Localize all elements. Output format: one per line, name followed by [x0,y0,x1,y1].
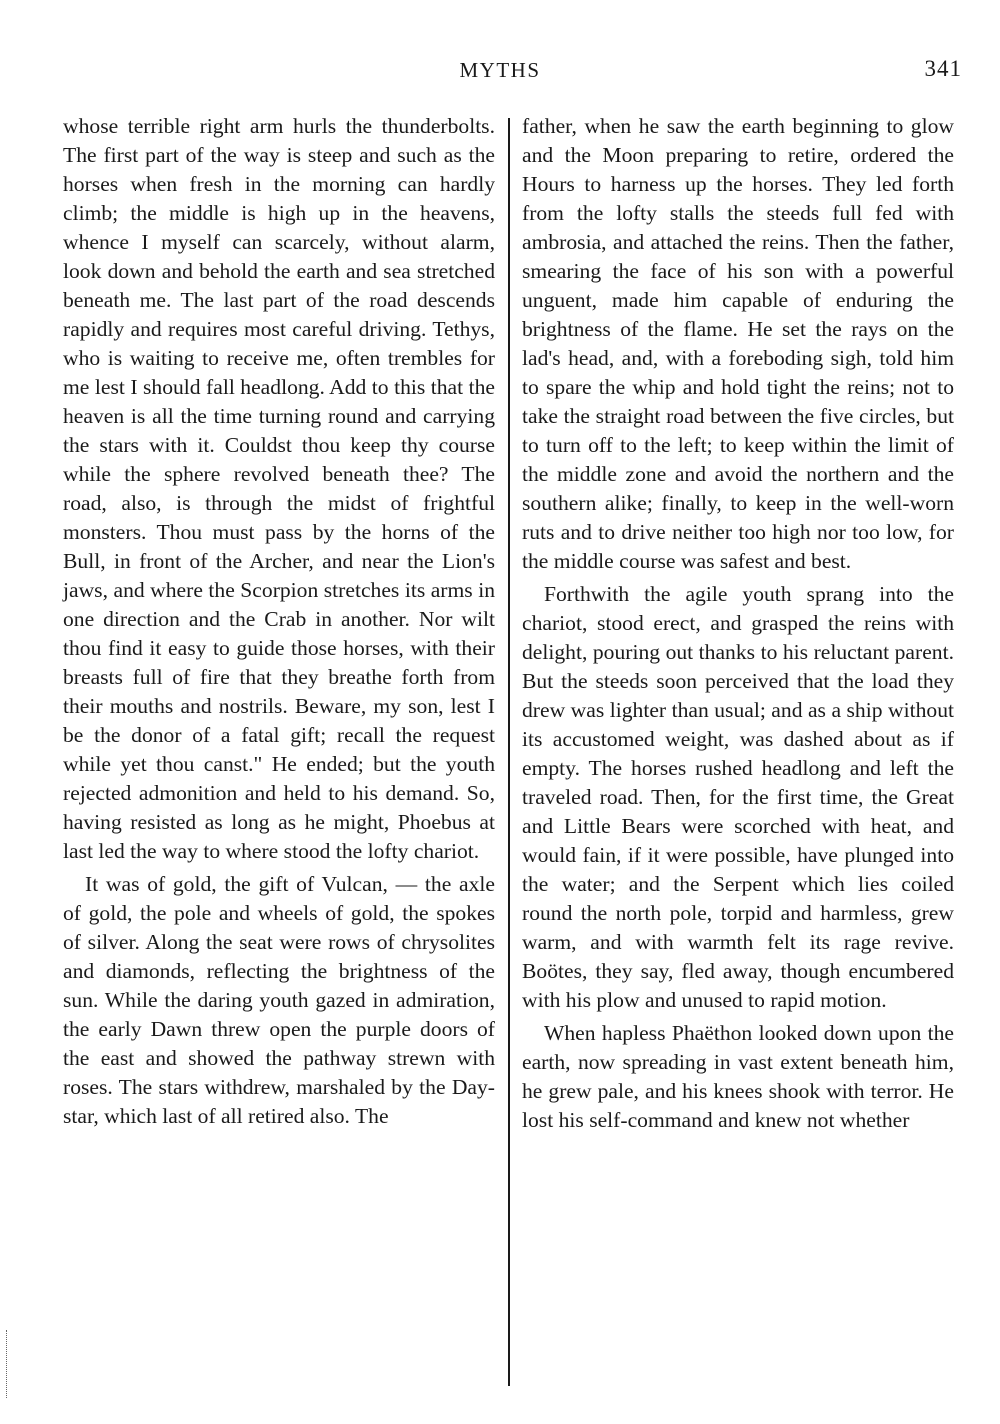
page-number: 341 [924,56,962,81]
paragraph: whose terrible right arm hurls the thunderbolts. The first part of the way is steep and such as the horses when fresh in the morning can hardly climb; the middle is high up in the heavens, whence I myself can scarcely, without alarm, look down and behold the earth and sea stretched beneath me. The last part of the road descends rapidly and requires most careful driving. Tethys, who is waiting to receive me, often trembles for me lest I should fall headlong. Add to this that the heaven is all the time turning round and carrying the stars with it. Couldst thou keep thy course while the sphere revolved beneath thee? The road, also, is through the midst of frightful monsters. Thou must pass by the horns of the Bull, in front of the Archer, and near the Lion's jaws, and where the Scorpion stretches its arms in one direction and the Crab in another. Nor wilt thou find it easy to guide those horses, with their breasts full of fire that they breathe forth from their mouths and nostrils. Beware, my son, lest I be the donor of a fatal gift; recall the request while yet thou canst." He ended; but the youth rejected admonition and held to his demand. So, having resisted as long as he might, Phoebus at last led the way to where stood the lofty chariot. [63,114,495,863]
paragraph: father, when he saw the earth beginning to glow and the Moon preparing to retire, ordered the Hours to harness up the horses. They led forth from the lofty stalls the steeds full fed with ambrosia, and attached the reins. Then the father, smearing the face of his son with a powerful unguent, made him capable of enduring the brightness of the flame. He set the rays on the lad's head, and, with a foreboding sigh, told him to spare the whip and hold tight the reins; not to take the straight road between the five circles, but to turn off to the left; to keep within the limit of the middle zone and avoid the northern and the southern alike; finally, to keep in the well-worn ruts and to drive neither too high nor too low, for the middle course was safest and best. [522,114,954,573]
page-header [0,56,1000,88]
paragraph: Forthwith the agile youth sprang into the chariot, stood erect, and grasped the reins with delight, pouring out thanks to his reluctant parent. But the steeds soon perceived that the load they drew was lighter than usual; and as a ship without its accustomed weight, was dashed about as if empty. The horses rushed headlong and left the traveled road. Then, for the first time, the Great and Little Bears were scorched with heat, and would fain, if it were possible, have plunged into the water; and the Serpent which lies coiled round the north pole, torpid and harmless, grew warm, and with warmth felt its rage revive. Boötes, they say, fled away, though encumbered with his plow and unused to rapid motion. [522,582,954,1012]
column-divider [508,118,510,1386]
margin-mark [6,1330,8,1398]
paragraph: When hapless Phaëthon looked down upon the earth, now spreading in vast extent beneath him, he grew pale, and his knees shook with terror. He lost his self-command and knew not whether [522,1021,954,1132]
left-column [63,112,495,1131]
paragraph: It was of gold, the gift of Vulcan, — the axle of gold, the pole and wheels of gold, the spokes of silver. Along the seat were rows of chrysolites and diamonds, reflecting the brightness of the sun. While the daring youth gazed in admiration, the early Dawn threw open the purple doors of the east and showed the pathway strewn with roses. The stars withdrew, marshaled by the Day-star, which last of all retired also. The [63,872,495,1128]
running-head: MYTHS [459,58,541,82]
right-column [522,112,954,1135]
